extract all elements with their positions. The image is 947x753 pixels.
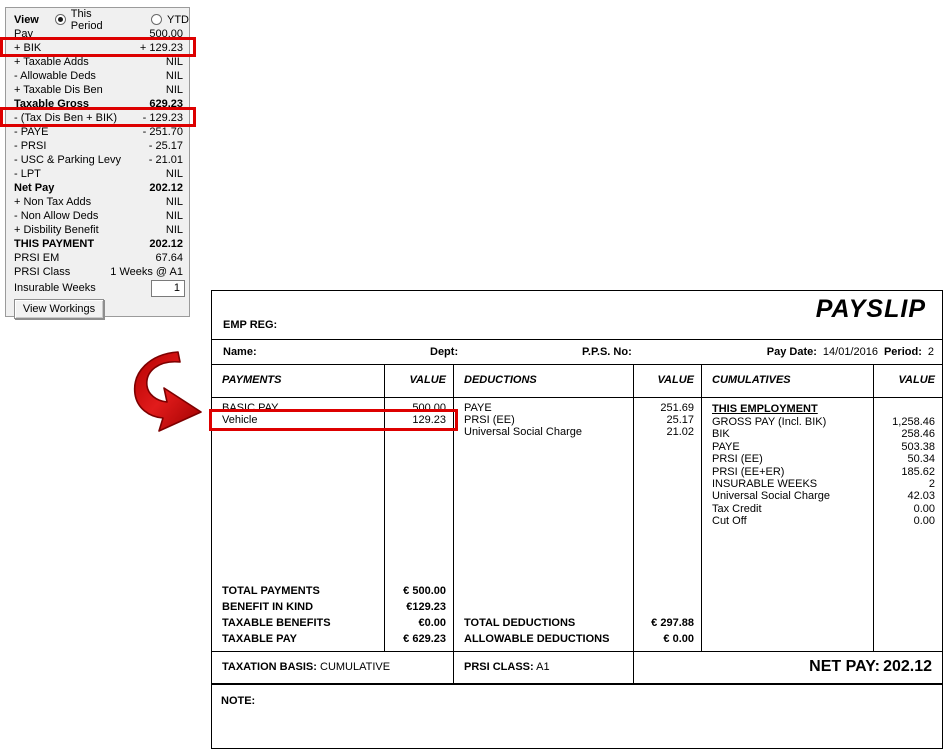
row-value: 67.64 <box>155 252 183 264</box>
deduction-item-label: Universal Social Charge <box>464 426 582 439</box>
pay-summary-panel <box>5 7 190 317</box>
row-value: NIL <box>165 224 183 236</box>
cumulative-item-value: 2 <box>928 478 935 491</box>
row-label: + Taxable Adds <box>14 56 89 68</box>
row-value: 1 Weeks @ A1 <box>110 266 183 278</box>
radio-ytd[interactable] <box>151 14 189 26</box>
deductions-cell <box>453 398 633 651</box>
cumulative-item-value: 0.00 <box>913 515 935 528</box>
row-label: PRSI EM <box>14 252 60 264</box>
pay-breakdown-row <box>6 209 189 223</box>
pps-label: P.P.S. No: <box>582 346 632 358</box>
row-value: NIL <box>165 70 183 82</box>
payslip-document <box>211 290 943 749</box>
pay-breakdown-row <box>6 181 189 195</box>
deductions-header: DEDUCTIONS <box>453 365 633 397</box>
row-value: NIL <box>165 168 183 180</box>
cumulative-item-value: 50.34 <box>907 453 935 466</box>
row-value: 202.12 <box>149 238 183 250</box>
period-label: Period: <box>883 346 922 358</box>
row-label: - PAYE <box>14 126 49 138</box>
cumulative-item-label: INSURABLE WEEKS <box>712 478 818 491</box>
payslip-title: PAYSLIP <box>815 295 926 323</box>
row-label: + BIK <box>14 42 42 54</box>
payments-value-header: VALUE <box>384 365 453 397</box>
pay-breakdown-row <box>6 167 189 181</box>
pay-date-value: 14/01/2016 <box>822 346 878 358</box>
deduction-total-value: € 297.88 <box>651 617 694 629</box>
deduction-total-label: ALLOWABLE DEDUCTIONS <box>464 633 610 645</box>
payment-total-value: €0.00 <box>418 617 446 629</box>
radio-unselected-icon[interactable] <box>151 14 162 25</box>
cumulative-item-label: PRSI (EE) <box>712 453 763 466</box>
payment-item-value: 500.00 <box>412 402 446 414</box>
row-value: 202.12 <box>149 182 183 194</box>
deduction-item-label: PAYE <box>464 402 492 414</box>
payment-item-label: Vehicle <box>222 414 258 427</box>
cumulative-item-value: 258.46 <box>901 428 935 441</box>
prsi-class-cell <box>453 652 633 683</box>
net-pay-value: 202.12 <box>883 658 932 675</box>
pay-breakdown-row <box>6 83 189 97</box>
row-value: - 129.23 <box>142 112 183 124</box>
employee-info-row <box>212 340 942 365</box>
deduction-total-value: € 0.00 <box>663 633 694 645</box>
radio-this-period[interactable] <box>55 8 125 32</box>
payment-total-label: TAXABLE PAY <box>222 633 297 645</box>
pay-breakdown-row <box>6 55 189 69</box>
pay-breakdown-row <box>6 265 189 279</box>
row-label: Pay <box>14 28 33 40</box>
prsi-class-label: PRSI CLASS: <box>464 661 534 673</box>
cumulative-item-value: 503.38 <box>901 440 935 453</box>
pay-date-label: Pay Date: <box>766 346 817 358</box>
row-label: + Taxable Dis Ben <box>14 84 103 96</box>
row-label: - USC & Parking Levy <box>14 154 121 166</box>
view-label: View <box>14 13 39 26</box>
row-value: - 25.17 <box>148 140 183 152</box>
pay-breakdown-row <box>6 69 189 83</box>
cumulative-item-value: 0.00 <box>913 502 935 515</box>
payment-total-label: TOTAL PAYMENTS <box>222 585 320 597</box>
pay-breakdown-row <box>6 125 189 139</box>
table-header-row <box>212 365 942 398</box>
insurable-weeks-row <box>6 279 189 297</box>
name-label: Name: <box>223 346 257 358</box>
deductions-value-header: VALUE <box>633 365 701 397</box>
row-value: - 251.70 <box>142 126 183 138</box>
row-label: - Allowable Deds <box>14 70 96 82</box>
pay-breakdown-row <box>6 223 189 237</box>
row-value: + 129.23 <box>139 42 183 54</box>
table-body-row <box>212 398 942 652</box>
payments-cell <box>212 398 384 651</box>
pay-date-group <box>767 346 942 358</box>
radio-ytd-label: YTD <box>167 13 189 26</box>
row-value: 629.23 <box>149 98 183 110</box>
cumulative-item-label: Universal Social Charge <box>712 490 830 503</box>
cumulatives-items <box>702 416 873 528</box>
deduction-total-label: TOTAL DEDUCTIONS <box>464 617 576 629</box>
payment-total-label: BENEFIT IN KIND <box>222 601 314 613</box>
deductions-value-cell <box>633 398 701 651</box>
deduction-item-label: PRSI (EE) <box>464 414 515 427</box>
table-footer-row <box>212 652 942 685</box>
row-label: + Disbility Benefit <box>14 224 99 236</box>
taxation-basis-cell <box>212 652 453 683</box>
taxation-basis-label: TAXATION BASIS: <box>222 661 317 673</box>
radio-this-period-label: This Period <box>70 7 103 32</box>
pay-breakdown-row <box>6 237 189 251</box>
radio-selected-icon[interactable] <box>55 14 66 25</box>
row-label: - (Tax Dis Ben + BIK) <box>14 112 118 124</box>
cumulative-item-label: BIK <box>712 428 730 441</box>
insurable-weeks-input[interactable] <box>151 280 185 297</box>
row-value: NIL <box>165 210 183 222</box>
payments-items <box>212 402 384 426</box>
row-value: - 21.01 <box>148 154 183 166</box>
row-value: NIL <box>165 196 183 208</box>
net-pay-cell <box>633 652 942 683</box>
payslip-header-row <box>212 291 942 340</box>
this-employment-heading: THIS EMPLOYMENT <box>712 403 818 415</box>
payment-total-value: €129.23 <box>406 601 446 613</box>
row-label: Taxable Gross <box>14 98 89 110</box>
red-curved-arrow-icon <box>128 349 208 442</box>
cumulative-item-value: 185.62 <box>901 465 935 478</box>
note-section <box>212 685 942 747</box>
cumulative-item-label: PAYE <box>712 440 740 453</box>
pay-breakdown-row <box>6 97 189 111</box>
row-value: NIL <box>165 56 183 68</box>
row-label: + Non Tax Adds <box>14 196 92 208</box>
prsi-class-value: A1 <box>536 661 550 673</box>
payments-header: PAYMENTS <box>222 374 282 386</box>
cumulative-value-spacer <box>874 402 942 416</box>
payment-total-value: € 500.00 <box>403 585 446 597</box>
cumulatives-header: CUMULATIVES <box>701 365 873 397</box>
row-label: - PRSI <box>14 140 47 152</box>
note-label: NOTE: <box>221 695 256 707</box>
deductions-items <box>454 402 633 439</box>
cumulative-item-value: 42.03 <box>907 490 935 503</box>
deductions-totals <box>454 615 633 651</box>
pay-breakdown-row <box>6 153 189 167</box>
row-value: 500.00 <box>149 28 183 40</box>
view-workings-button[interactable]: View Workings <box>14 299 104 319</box>
cumulative-item-label: Tax Credit <box>712 502 762 515</box>
emp-reg-label: EMP REG: <box>223 319 278 331</box>
cumulatives-value-cell <box>873 398 942 651</box>
view-row <box>6 7 189 32</box>
cumulatives-cell <box>701 398 873 651</box>
insurable-weeks-label: Insurable Weeks <box>14 282 96 294</box>
pay-breakdown-row <box>6 251 189 265</box>
row-label: - LPT <box>14 168 41 180</box>
pay-breakdown-row <box>6 111 189 125</box>
cumulative-item-label: GROSS PAY (Incl. BIK) <box>712 416 827 428</box>
net-pay-label: NET PAY: <box>809 658 880 675</box>
payment-item-label: BASIC PAY <box>222 402 279 414</box>
payment-item-value: 129.23 <box>412 414 446 427</box>
pay-breakdown-row <box>6 139 189 153</box>
payment-total-value: € 629.23 <box>403 633 446 645</box>
pay-breakdown-list <box>6 27 189 279</box>
cumulatives-value-header: VALUE <box>873 365 942 397</box>
pay-breakdown-row <box>6 195 189 209</box>
period-value: 2 <box>927 346 934 358</box>
payments-totals <box>212 583 384 651</box>
cumulative-item-label: Cut Off <box>712 515 747 528</box>
cumulative-item-value: 1,258.46 <box>892 416 935 428</box>
deduction-item-value: 251.69 <box>660 402 694 414</box>
pay-breakdown-row <box>6 41 189 55</box>
taxation-basis-value: CUMULATIVE <box>320 661 391 673</box>
row-label: THIS PAYMENT <box>14 238 95 250</box>
row-label: - Non Allow Deds <box>14 210 99 222</box>
deduction-item-value: 21.02 <box>666 426 694 439</box>
dept-label: Dept: <box>430 346 459 358</box>
payments-value-cell <box>384 398 453 651</box>
payment-total-label: TAXABLE BENEFITS <box>222 617 331 629</box>
row-label: Net Pay <box>14 182 55 194</box>
row-value: NIL <box>165 84 183 96</box>
row-label: PRSI Class <box>14 266 71 278</box>
deduction-item-value: 25.17 <box>666 414 694 427</box>
cumulative-item-label: PRSI (EE+ER) <box>712 465 785 478</box>
